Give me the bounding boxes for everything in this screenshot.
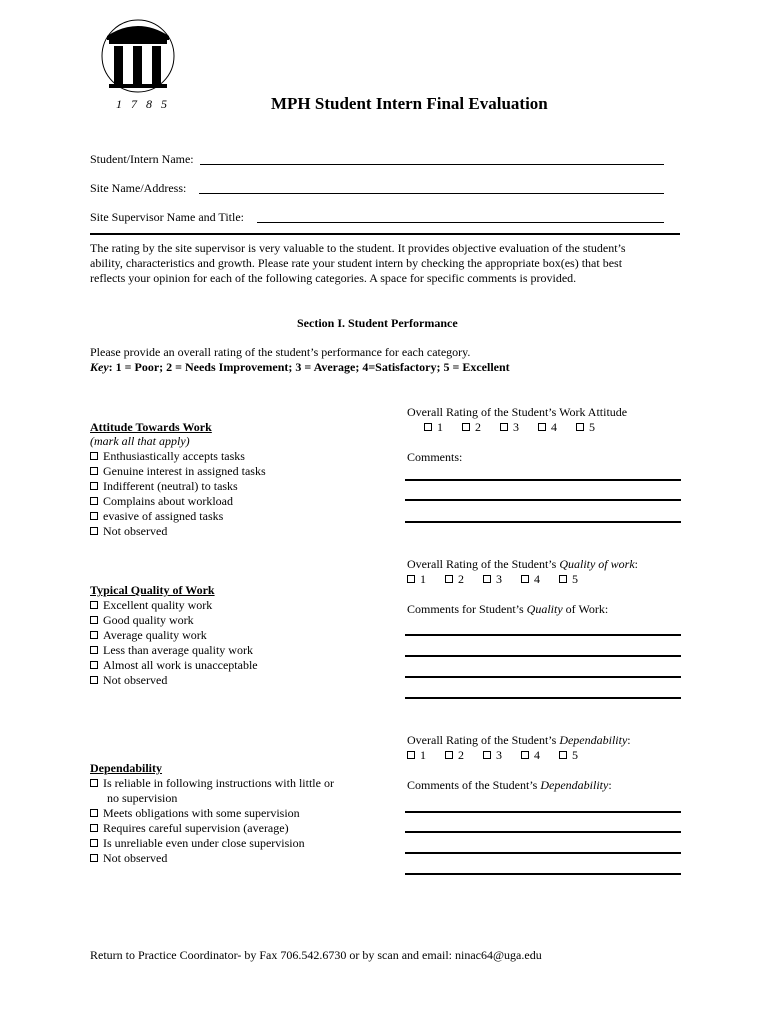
supervisor-name-label: Site Supervisor Name and Title: bbox=[90, 210, 244, 224]
student-name-field[interactable] bbox=[200, 164, 664, 165]
checkbox-icon[interactable] bbox=[90, 467, 98, 475]
site-name-field[interactable] bbox=[199, 193, 664, 194]
checkbox-icon[interactable] bbox=[90, 482, 98, 490]
attitude-option[interactable]: Genuine interest in assigned tasks bbox=[90, 464, 266, 479]
quality-option[interactable]: Not observed bbox=[90, 673, 167, 688]
checkbox-icon[interactable] bbox=[90, 661, 98, 669]
attitude-option[interactable]: Indifferent (neutral) to tasks bbox=[90, 479, 238, 494]
comment-line[interactable] bbox=[405, 697, 681, 699]
checkbox-icon[interactable] bbox=[90, 779, 98, 787]
rating-option[interactable]: 3 bbox=[483, 572, 502, 586]
attitude-option[interactable]: evasive of assigned tasks bbox=[90, 509, 223, 524]
checkbox-icon[interactable] bbox=[559, 751, 567, 759]
comment-line[interactable] bbox=[405, 634, 681, 636]
attitude-option[interactable]: Complains about workload bbox=[90, 494, 233, 509]
checkbox-icon[interactable] bbox=[90, 646, 98, 654]
site-name-label: Site Name/Address: bbox=[90, 181, 187, 195]
comment-line[interactable] bbox=[405, 479, 681, 481]
dependability-option[interactable]: Meets obligations with some supervision bbox=[90, 806, 300, 821]
comment-line[interactable] bbox=[405, 873, 681, 875]
instructions: Please provide an overall rating of the student’s performance for each category. bbox=[90, 345, 471, 359]
attitude-rating-options bbox=[424, 420, 611, 435]
attitude-comments-label: Comments: bbox=[407, 450, 463, 464]
quality-option[interactable]: Almost all work is unacceptable bbox=[90, 658, 258, 673]
section-heading: Section I. Student Performance bbox=[297, 316, 458, 330]
checkbox-icon[interactable] bbox=[538, 423, 546, 431]
checkbox-icon[interactable] bbox=[90, 631, 98, 639]
checkbox-icon[interactable] bbox=[90, 527, 98, 535]
checkbox-icon[interactable] bbox=[576, 423, 584, 431]
supervisor-name-field[interactable] bbox=[257, 222, 664, 223]
attitude-rating-label: Overall Rating of the Student’s Work Attitude bbox=[407, 405, 628, 419]
dependability-option[interactable]: Is reliable in following instructions with little or bbox=[90, 776, 334, 791]
dependability-rating-label: Overall Rating of the Student’s Dependability: bbox=[407, 733, 631, 747]
checkbox-icon[interactable] bbox=[90, 854, 98, 862]
checkbox-icon[interactable] bbox=[90, 824, 98, 832]
checkbox-icon[interactable] bbox=[500, 423, 508, 431]
footer-note: Return to Practice Coordinator- by Fax 706.542.6730 or by scan and email: ninac64@uga.edu bbox=[90, 948, 542, 962]
rating-option[interactable]: 5 bbox=[576, 420, 595, 434]
rating-option[interactable]: 2 bbox=[462, 420, 481, 434]
quality-option[interactable]: Good quality work bbox=[90, 613, 194, 628]
attitude-subheading: (mark all that apply) bbox=[90, 434, 190, 448]
attitude-heading: Attitude Towards Work bbox=[90, 420, 212, 434]
checkbox-icon[interactable] bbox=[462, 423, 470, 431]
quality-option[interactable]: Excellent quality work bbox=[90, 598, 212, 613]
dependability-comments-label: Comments of the Student’s Dependability: bbox=[407, 778, 612, 792]
quality-option[interactable]: Less than average quality work bbox=[90, 643, 253, 658]
rating-option[interactable]: 4 bbox=[538, 420, 557, 434]
checkbox-icon[interactable] bbox=[90, 497, 98, 505]
divider bbox=[90, 233, 680, 235]
quality-heading: Typical Quality of Work bbox=[90, 583, 215, 597]
intro-line-1: The rating by the site supervisor is very valuable to the student. It provides objective evaluation of the student’s bbox=[90, 241, 626, 255]
comment-line[interactable] bbox=[405, 499, 681, 501]
checkbox-icon[interactable] bbox=[407, 575, 415, 583]
dependability-option-continued: no supervision bbox=[107, 791, 178, 805]
checkbox-icon[interactable] bbox=[445, 575, 453, 583]
checkbox-icon[interactable] bbox=[90, 809, 98, 817]
student-name-label: Student/Intern Name: bbox=[90, 152, 194, 166]
rating-option[interactable]: 5 bbox=[559, 572, 578, 586]
checkbox-icon[interactable] bbox=[90, 452, 98, 460]
checkbox-icon[interactable] bbox=[521, 751, 529, 759]
comment-line[interactable] bbox=[405, 655, 681, 657]
checkbox-icon[interactable] bbox=[90, 616, 98, 624]
attitude-option[interactable]: Not observed bbox=[90, 524, 167, 539]
dependability-option[interactable]: Is unreliable even under close supervision bbox=[90, 836, 305, 851]
rating-option[interactable]: 3 bbox=[500, 420, 519, 434]
checkbox-icon[interactable] bbox=[90, 512, 98, 520]
checkbox-icon[interactable] bbox=[483, 575, 491, 583]
checkbox-icon[interactable] bbox=[521, 575, 529, 583]
rating-option[interactable]: 3 bbox=[483, 748, 502, 762]
dependability-rating-options bbox=[407, 748, 594, 763]
comment-line[interactable] bbox=[405, 811, 681, 813]
rating-option[interactable]: 1 bbox=[407, 748, 426, 762]
page-title: MPH Student Intern Final Evaluation bbox=[271, 94, 548, 113]
rating-option[interactable]: 2 bbox=[445, 572, 464, 586]
comment-line[interactable] bbox=[405, 831, 681, 833]
intro-line-2: ability, characteristics and growth. Please rate your student intern by checking the appropriate box(es) that best bbox=[90, 256, 623, 270]
comment-line[interactable] bbox=[405, 676, 681, 678]
rating-option[interactable]: 4 bbox=[521, 748, 540, 762]
logo-year: 1785 bbox=[116, 97, 176, 111]
checkbox-icon[interactable] bbox=[90, 839, 98, 847]
rating-key: Key: 1 = Poor; 2 = Needs Improvement; 3 = Average; 4=Satisfactory; 5 = Excellent bbox=[90, 360, 510, 374]
intro-line-3: reflects your opinion for each of the following categories. A space for specific comments is provided. bbox=[90, 271, 577, 285]
attitude-option[interactable]: Enthusiastically accepts tasks bbox=[90, 449, 245, 464]
checkbox-icon[interactable] bbox=[445, 751, 453, 759]
rating-option[interactable]: 1 bbox=[407, 572, 426, 586]
rating-option[interactable]: 1 bbox=[424, 420, 443, 434]
dependability-option[interactable]: Not observed bbox=[90, 851, 167, 866]
checkbox-icon[interactable] bbox=[559, 575, 567, 583]
checkbox-icon[interactable] bbox=[90, 601, 98, 609]
rating-option[interactable]: 4 bbox=[521, 572, 540, 586]
checkbox-icon[interactable] bbox=[424, 423, 432, 431]
comment-line[interactable] bbox=[405, 521, 681, 523]
quality-rating-label: Overall Rating of the Student’s Quality of work: bbox=[407, 557, 638, 571]
checkbox-icon[interactable] bbox=[407, 751, 415, 759]
dependability-option[interactable]: Requires careful supervision (average) bbox=[90, 821, 289, 836]
quality-option[interactable]: Average quality work bbox=[90, 628, 207, 643]
dependability-heading: Dependability bbox=[90, 761, 163, 775]
checkbox-icon[interactable] bbox=[90, 676, 98, 684]
comment-line[interactable] bbox=[405, 852, 681, 854]
checkbox-icon[interactable] bbox=[483, 751, 491, 759]
rating-option[interactable]: 2 bbox=[445, 748, 464, 762]
quality-comments-label: Comments for Student’s Quality of Work: bbox=[407, 602, 609, 616]
rating-option[interactable]: 5 bbox=[559, 748, 578, 762]
quality-rating-options bbox=[407, 572, 594, 587]
